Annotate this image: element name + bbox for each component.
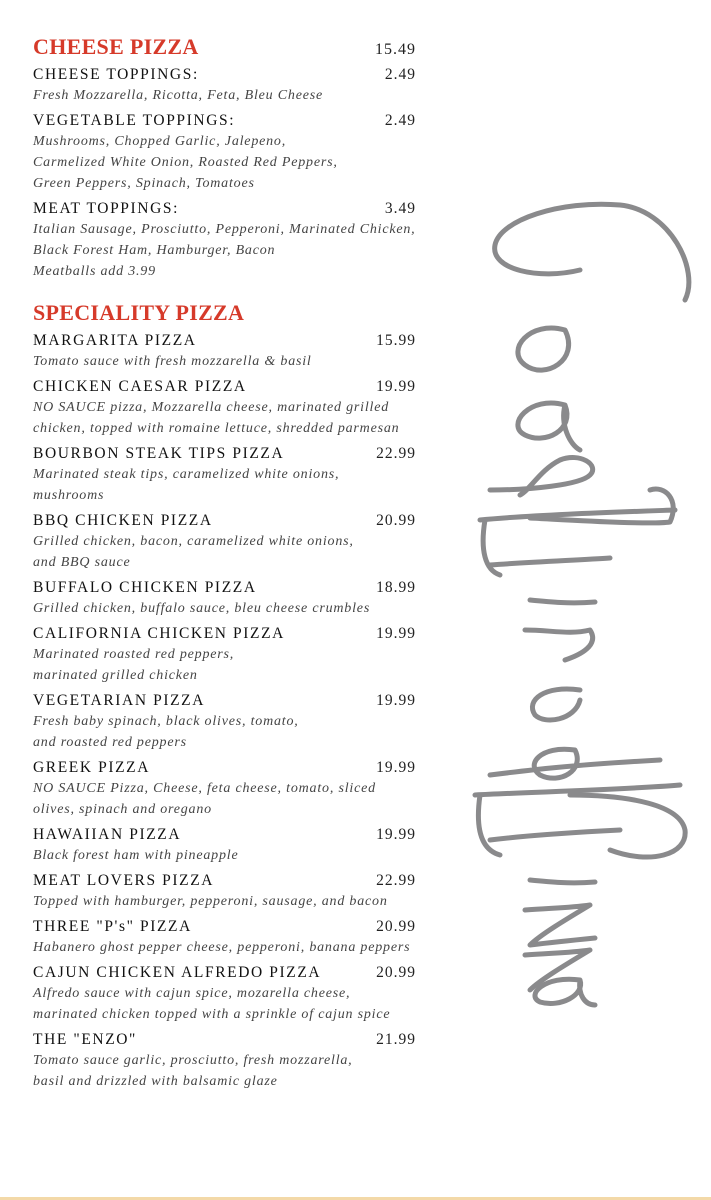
menu-item <box>33 66 423 106</box>
description-line: basil and drizzled with balsamic glaze <box>33 1074 278 1089</box>
menu-item <box>33 112 423 194</box>
section-speciality-pizza <box>33 300 416 326</box>
menu-item <box>33 445 423 506</box>
menu-item <box>33 512 423 573</box>
menu-item-description <box>33 711 423 753</box>
menu-item-description <box>33 778 423 820</box>
menu-item-name: VEGETABLE TOPPINGS: <box>33 112 236 129</box>
menu-item-name: BOURBON STEAK TIPS PIZZA <box>33 445 285 462</box>
description-line: NO SAUCE Pizza, Cheese, feta cheese, tomato, sliced <box>33 781 376 796</box>
menu-item-description <box>33 937 423 958</box>
menu-item-price: 20.99 <box>376 918 416 935</box>
menu-item <box>33 918 423 958</box>
menu-item-price: 20.99 <box>376 964 416 981</box>
menu-item-description <box>33 531 423 573</box>
menu-item-price: 19.99 <box>376 692 416 709</box>
section-cheese-pizza <box>33 34 416 60</box>
menu-item-price: 19.99 <box>376 625 416 642</box>
menu-item-header <box>33 66 416 84</box>
section-title: CHEESE PIZZA <box>33 34 199 59</box>
menu-item-description <box>33 644 423 686</box>
menu-item-description <box>33 845 423 866</box>
menu-item <box>33 332 423 372</box>
description-line: Marinated roasted red peppers, <box>33 647 235 662</box>
description-line: olives, spinach and oregano <box>33 802 212 817</box>
menu-item-header <box>33 692 416 710</box>
menu-item-name: MEAT TOPPINGS: <box>33 200 180 217</box>
description-line: marinated grilled chicken <box>33 668 198 683</box>
description-line: Fresh baby spinach, black olives, tomato, <box>33 714 299 729</box>
menu-item-header <box>33 332 416 350</box>
description-line: Carmelized White Onion, Roasted Red Peppers, <box>33 155 338 170</box>
menu-item-header <box>33 625 416 643</box>
menu-item-price: 15.99 <box>376 332 416 349</box>
menu-item-header <box>33 200 416 218</box>
description-line: Black forest ham with pineapple <box>33 848 239 863</box>
menu-item <box>33 872 423 912</box>
menu-item <box>33 1031 423 1092</box>
section-title: SPECIALITY PIZZA <box>33 300 245 325</box>
description-line: Mushrooms, Chopped Garlic, Jalepeno, <box>33 134 287 149</box>
menu-item-header <box>33 378 416 396</box>
menu-item-price: 20.99 <box>376 512 416 529</box>
menu-item-header <box>33 512 416 530</box>
menu-item-header <box>33 964 416 982</box>
menu-item <box>33 964 423 1025</box>
menu-item-description <box>33 983 423 1025</box>
menu-item-name: MARGARITA PIZZA <box>33 332 197 349</box>
menu-item-name: BBQ CHICKEN PIZZA <box>33 512 213 529</box>
description-line: Black Forest Ham, Hamburger, Bacon <box>33 243 276 258</box>
description-line: Marinated steak tips, caramelized white onions, <box>33 467 340 482</box>
menu-item-price: 19.99 <box>376 826 416 843</box>
menu-item-price: 19.99 <box>376 378 416 395</box>
coal-fired-pizza-script-logo <box>470 190 700 1010</box>
menu-item-price: 19.99 <box>376 759 416 776</box>
description-line: Tomato sauce with fresh mozzarella & basil <box>33 354 312 369</box>
menu-item-price: 18.99 <box>376 579 416 596</box>
menu-item-name: CALIFORNIA CHICKEN PIZZA <box>33 625 285 642</box>
menu-item-description <box>33 397 423 439</box>
cheese-items-list <box>33 66 423 282</box>
description-line: marinated chicken topped with a sprinkle of cajun spice <box>33 1007 391 1022</box>
description-line: Fresh Mozzarella, Ricotta, Feta, Bleu Cheese <box>33 88 323 103</box>
menu-item-price: 3.49 <box>384 200 416 217</box>
description-line: Meatballs add 3.99 <box>33 264 156 279</box>
description-line: Grilled chicken, buffalo sauce, bleu cheese crumbles <box>33 601 371 616</box>
menu-item-name: HAWAIIAN PIZZA <box>33 826 182 843</box>
menu-item-name: VEGETARIAN PIZZA <box>33 692 206 709</box>
menu-item-description <box>33 464 423 506</box>
menu-item <box>33 826 423 866</box>
menu-item <box>33 692 423 753</box>
menu-item-description <box>33 351 423 372</box>
menu-item-description <box>33 598 423 619</box>
menu-item-header <box>33 826 416 844</box>
menu-item-description <box>33 219 423 282</box>
section-price: 15.49 <box>375 41 416 58</box>
menu-item-header <box>33 445 416 463</box>
menu-item-name: THE "ENZO" <box>33 1031 137 1048</box>
description-line: mushrooms <box>33 488 105 503</box>
menu-item-name: CHICKEN CAESAR PIZZA <box>33 378 247 395</box>
menu-item-price: 22.99 <box>376 445 416 462</box>
description-line: Green Peppers, Spinach, Tomatoes <box>33 176 255 191</box>
description-line: Habanero ghost pepper cheese, pepperoni, banana peppers <box>33 940 411 955</box>
description-line: chicken, topped with romaine lettuce, shredded parmesan <box>33 421 400 436</box>
menu-item-price: 2.49 <box>384 112 416 129</box>
menu-item-name: THREE "P's" PIZZA <box>33 918 192 935</box>
menu-item <box>33 579 423 619</box>
menu-item-price: 2.49 <box>384 66 416 83</box>
menu-item-header <box>33 759 416 777</box>
menu-column <box>33 34 423 1092</box>
menu-item-name: BUFFALO CHICKEN PIZZA <box>33 579 257 596</box>
menu-item-header <box>33 112 416 130</box>
description-line: NO SAUCE pizza, Mozzarella cheese, marinated grilled <box>33 400 390 415</box>
menu-item-name: GREEK PIZZA <box>33 759 151 776</box>
menu-item-name: CHEESE TOPPINGS: <box>33 66 199 83</box>
menu-item <box>33 378 423 439</box>
menu-item-description <box>33 1050 423 1092</box>
description-line: Tomato sauce garlic, prosciutto, fresh mozzarella, <box>33 1053 353 1068</box>
menu-item-price: 22.99 <box>376 872 416 889</box>
description-line: and roasted red peppers <box>33 735 187 750</box>
menu-item-description <box>33 131 423 194</box>
menu-item-header <box>33 1031 416 1049</box>
menu-item-header <box>33 872 416 890</box>
menu-item-name: CAJUN CHICKEN ALFREDO PIZZA <box>33 964 322 981</box>
menu-item-description <box>33 85 423 106</box>
menu-item <box>33 200 423 282</box>
description-line: Italian Sausage, Prosciutto, Pepperoni, Marinated Chicken, <box>33 222 416 237</box>
menu-item-header <box>33 579 416 597</box>
description-line: Topped with hamburger, pepperoni, sausage, and bacon <box>33 894 388 909</box>
speciality-items-list <box>33 332 423 1092</box>
menu-item <box>33 625 423 686</box>
description-line: and BBQ sauce <box>33 555 131 570</box>
description-line: Alfredo sauce with cajun spice, mozarella cheese, <box>33 986 351 1001</box>
menu-item-description <box>33 891 423 912</box>
menu-item-price: 21.99 <box>376 1031 416 1048</box>
menu-item <box>33 759 423 820</box>
description-line: Grilled chicken, bacon, caramelized white onions, <box>33 534 354 549</box>
menu-item-name: MEAT LOVERS PIZZA <box>33 872 215 889</box>
menu-item-header <box>33 918 416 936</box>
